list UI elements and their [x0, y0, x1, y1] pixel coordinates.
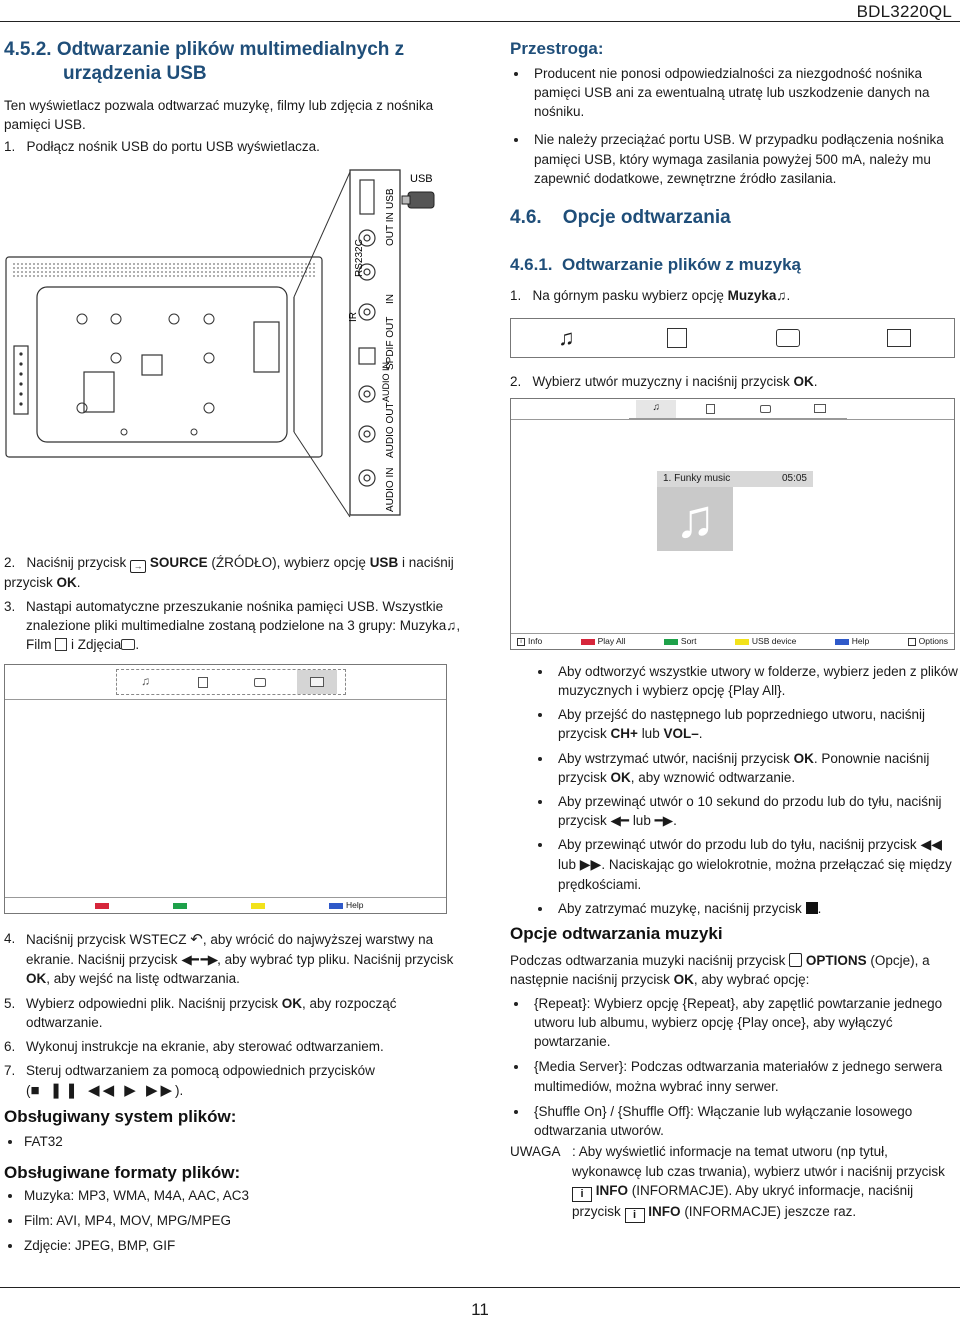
format-label: Muzyka — [24, 1188, 71, 1203]
text: lub — [632, 813, 651, 829]
step-5-text-a: Wybierz odpowiedni plik. Naciśnij przycisk — [26, 995, 278, 1011]
step-end: . — [786, 288, 791, 303]
display-rear-panel-illustration — [4, 162, 504, 532]
list-item — [534, 792, 958, 830]
step-4-text-b: , aby wrócić do najwyższej warstwy na ekranie. Naciśnij przycisk — [26, 932, 434, 968]
step-number: 2. — [510, 374, 522, 389]
tab-folder[interactable] — [297, 670, 337, 694]
play-all-label: Play All — [597, 636, 626, 647]
note — [510, 1142, 958, 1223]
step-4-text-a: Naciśnij przycisk WSTECZ — [26, 932, 187, 947]
step-2-text-b: (ŹRÓDŁO), wybierz opcję — [211, 555, 366, 570]
bottom-rule — [0, 1287, 960, 1288]
usb-option: USB — [369, 555, 399, 570]
step-2-text-c: i naciśnij przycisk — [4, 555, 454, 590]
ok-key: OK — [793, 750, 814, 766]
format-value: : JPEG, BMP, GIF — [67, 1238, 176, 1254]
text: (INFORMACJE) jeszcze raz. — [684, 1204, 857, 1220]
text: { — [534, 996, 539, 1011]
help-key[interactable] — [329, 899, 363, 911]
filesystem-title: Obsługiwany system plików: — [4, 1107, 237, 1126]
list-item — [534, 749, 958, 787]
step-number: 3. — [4, 599, 16, 614]
ok-key: OK — [793, 374, 814, 389]
options-icon — [908, 638, 916, 646]
tab-photo[interactable] — [240, 670, 280, 694]
out-in-top-label: OUT IN — [385, 212, 396, 246]
color-key-legend — [5, 897, 446, 913]
info-key: INFO — [595, 1183, 629, 1199]
step-5 — [4, 994, 466, 1032]
text: . — [673, 813, 677, 829]
info-icon: i — [517, 638, 525, 646]
tab-folder[interactable] — [879, 326, 919, 350]
caution-list — [510, 64, 955, 193]
text: }: Wybierz opcję { — [582, 996, 687, 1011]
section-title-line1: 4.5.2. Odtwarzanie plików multimedialnych z — [4, 39, 405, 60]
right-step-1 — [510, 286, 955, 305]
help-key[interactable] — [835, 635, 869, 647]
paren-open: ( — [26, 1083, 31, 1099]
panel-divider — [5, 699, 446, 700]
top-rule — [0, 21, 960, 22]
camera-icon — [121, 639, 135, 650]
spdif-out-label: SPDIF OUT — [385, 316, 396, 370]
text: Aby odtworzyć wszystkie utwory w folderze, wybierz jeden z plików muzycznych i wybierz opcję { — [558, 664, 958, 699]
music-option: Muzyka — [727, 288, 777, 303]
vol-minus-key: VOL– — [663, 726, 699, 742]
intro-text: Ten wyświetlacz pozwala odtwarzać muzykę, filmy lub zdjęcia z nośnika pamięci USB. — [4, 98, 434, 133]
sort-key[interactable] — [664, 635, 697, 647]
step-number: 6. — [4, 1038, 16, 1054]
text: : Aby wyświetlić informacje na temat utworu (np tytuł, wykonawcę lub czas trwania), wybierz utwór i naciśnij przycisk — [572, 1144, 945, 1179]
text: Aby przewinąć utwór do przodu lub do tyłu, naciśnij przycisk — [558, 837, 917, 853]
tab-film[interactable] — [657, 326, 697, 350]
text: }: Włączanie lub wyłączanie losowego odtwarzania utworów. — [534, 1103, 913, 1138]
filesystem-list — [4, 1132, 464, 1156]
yellow-key[interactable] — [251, 903, 265, 909]
usb-label: USB — [385, 188, 396, 209]
text: . — [817, 901, 822, 917]
text: . Naciskając go wielokrotnie, można przełączać się między prędkościami. — [558, 857, 952, 892]
music-note-icon: ♫ — [141, 674, 150, 689]
list-item: Nie należy przeciążać portu USB. W przypadku podłączenia nośnika pamięci USB, który wymaga zasilania powyżej 500 mA, należy mu zapewnić dodatkowe, zewnętrzne źródło zasilania. — [510, 130, 955, 187]
ok-key: OK — [673, 972, 694, 988]
album-art-thumbnail[interactable] — [657, 487, 733, 551]
step-1-text: Podłącz nośnik USB do portu USB wyświetlacza. — [26, 139, 320, 154]
in-label: IN — [385, 294, 396, 304]
step-number: 1. — [510, 288, 522, 303]
music-note-icon: ♫ — [776, 288, 787, 303]
track-duration: 05:05 — [781, 472, 807, 484]
step-number: 4. — [4, 931, 16, 946]
help-label: Help — [851, 636, 870, 647]
section-title-line2: urządzenia USB — [63, 62, 207, 84]
text: , aby wznowić odtwarzanie. — [630, 769, 796, 785]
options-label: Options — [918, 636, 948, 647]
info-icon: i — [625, 1208, 645, 1223]
left-right-arrow-icon: ◀━ ━▶ — [181, 952, 218, 968]
list-item — [534, 705, 958, 743]
paren-close: ). — [175, 1083, 184, 1099]
audio-in-small-label: AUDIO IN — [381, 361, 391, 402]
list-item: FAT32 — [4, 1132, 464, 1151]
step-4-text-d: , aby wejść na listę odtwarzania. — [46, 971, 240, 987]
panel-divider — [511, 419, 954, 420]
tab-photo[interactable] — [768, 326, 808, 350]
music-note-icon: ♫ — [558, 325, 575, 351]
folder-icon — [814, 404, 826, 413]
color-key-legend — [511, 633, 954, 649]
track-name: 1. Funky music — [663, 472, 731, 484]
step-4 — [4, 929, 466, 989]
ok-key: OK — [610, 769, 631, 785]
fast-forward-icon: ▶▶ — [579, 856, 602, 873]
formats-title: Obsługiwane formaty plików: — [4, 1163, 241, 1182]
music-controls-list — [534, 662, 958, 923]
text: { — [534, 1103, 539, 1119]
step-7 — [4, 1061, 466, 1101]
tab-film[interactable] — [183, 670, 223, 694]
info-label: Info — [528, 636, 543, 647]
film-icon — [667, 328, 687, 348]
step-number: 1. — [4, 139, 16, 154]
right-arrow-icon: ━▶ — [654, 813, 674, 829]
group-film: , Film — [26, 618, 461, 653]
text: }, aby zapętlić powtarzanie jednego utworu lub albumu, wybierz opcję {Play once}, aby wyłączyć powtarzanie. — [534, 996, 943, 1050]
text: (Opcje), a następnie naciśnij przycisk — [510, 953, 930, 988]
text: lub — [558, 857, 577, 873]
list-item — [534, 835, 958, 894]
step-1 — [4, 137, 464, 156]
camera-icon — [760, 405, 771, 413]
film-icon — [198, 677, 208, 688]
section-title — [4, 38, 474, 86]
group-music: Muzyka — [399, 618, 447, 634]
list-item — [510, 994, 958, 1051]
help-label: Help — [346, 900, 364, 911]
left-arrow-icon: ◀━ — [610, 813, 630, 829]
folder-icon — [887, 329, 911, 347]
step-number: 2. — [4, 555, 16, 570]
music-options-title: Opcje odtwarzania muzyki — [510, 924, 723, 943]
music-options-list — [510, 994, 958, 1145]
step-2-end: . — [76, 575, 81, 590]
play-all-option: Play All — [732, 683, 778, 699]
list-item — [534, 899, 958, 918]
list-item: Producent nie ponosi odpowiedzialności za niezgodność nośnika pamięci USB ani za ewentualną utratę lub uszkodzenie danych na nośniku. — [510, 64, 955, 121]
list-item — [4, 1236, 464, 1255]
right-step-1-text: Na górnym pasku wybierz opcję — [532, 288, 724, 303]
text: (INFORMACJE). Aby ukryć informacje, naciśnij przycisk — [572, 1183, 914, 1220]
caution-title: Przestroga: — [510, 39, 604, 58]
text: . Ponownie naciśnij przycisk — [558, 750, 930, 785]
stop-icon — [806, 902, 818, 914]
source-key: SOURCE — [149, 555, 208, 570]
shuffle-off-option: Shuffle Off — [622, 1103, 686, 1119]
list-item — [510, 1057, 958, 1095]
music-note-icon: ♫ — [674, 489, 716, 549]
note-label: UWAGA — [510, 1144, 561, 1159]
music-browser-screen — [510, 398, 955, 650]
list-item — [534, 662, 958, 700]
step-6-text: Wykonuj instrukcje na ekranie, aby sterować odtwarzaniem. — [26, 1038, 384, 1054]
media-type-tabbar[interactable] — [116, 669, 346, 695]
text: }. — [777, 683, 786, 699]
page-number: 11 — [471, 1300, 489, 1317]
music-note-icon: ♫ — [446, 618, 457, 634]
film-icon — [706, 404, 715, 414]
format-label: Film — [24, 1213, 50, 1229]
text: Aby przewinąć utwór o 10 sekund do przodu lub do tyłu, naciśnij przycisk — [558, 793, 942, 829]
ir-label: IR — [348, 312, 359, 322]
playback-controls-icons: ■ ❚❚ ◀◀ ▶ ▶▶ — [30, 1082, 176, 1100]
section-4-6-1-title: 4.6.1. Odtwarzanie plików z muzyką — [510, 255, 801, 274]
green-key[interactable] — [173, 903, 187, 909]
model-number: BDL3220QL — [856, 2, 952, 21]
media-server-option: Media Server — [538, 1059, 619, 1075]
step-2-text-a: Naciśnij przycisk — [26, 555, 127, 570]
shuffle-on-option: Shuffle On — [538, 1103, 603, 1119]
text: }: Podczas odtwarzania materiałów z jednego serwera multimediów, można wybrać inny serwer. — [534, 1059, 943, 1094]
text: lub — [641, 726, 660, 742]
list-item — [4, 1186, 464, 1205]
media-type-bar[interactable] — [510, 318, 955, 358]
info-key[interactable] — [517, 635, 542, 647]
steps-4-7 — [4, 929, 466, 1107]
ok-key: OK — [26, 971, 47, 987]
step-3-end: . — [135, 637, 140, 653]
text: , aby wybrać opcję: — [693, 972, 810, 988]
step-number: 5. — [4, 995, 16, 1011]
step-3 — [4, 597, 466, 654]
tab-music[interactable] — [636, 400, 676, 418]
repeat-option: Repeat — [538, 996, 583, 1011]
step-3-text: Nastąpi automatyczne przeszukanie nośnika pamięci USB. Wszystkie znalezione pliki multimedialne zostaną podzielone na 3 grupy: — [26, 599, 444, 634]
sort-label: Sort — [680, 636, 697, 647]
options-key[interactable] — [908, 635, 948, 647]
tab-music[interactable] — [546, 326, 586, 350]
folder-icon — [310, 677, 324, 687]
step-number: 7. — [4, 1063, 16, 1079]
track-row[interactable] — [657, 471, 813, 487]
rewind-icon: ◀◀ — [920, 836, 942, 853]
step-end: . — [813, 374, 818, 389]
step-7-text: Steruj odtwarzaniem za pomocą odpowiednich przycisków — [26, 1063, 375, 1079]
info-icon: i — [572, 1187, 592, 1202]
step-6 — [4, 1037, 466, 1056]
media-browser-screen — [4, 664, 447, 914]
music-note-icon: ♫ — [652, 402, 660, 414]
tab-film[interactable] — [691, 400, 731, 418]
text: { — [534, 1059, 539, 1075]
options-icon — [789, 953, 802, 967]
red-key[interactable] — [95, 903, 109, 909]
vent-pattern — [12, 261, 316, 279]
back-arrow-icon: ↶ — [190, 931, 203, 948]
music-options-intro — [510, 951, 958, 989]
right-step-2 — [510, 372, 955, 391]
ch-plus-key: CH+ — [610, 726, 638, 742]
step-4-text-c: , aby wybrać typ pliku. Naciśnij przycisk — [217, 952, 454, 968]
usb-device-label: USB device — [751, 636, 797, 647]
camera-icon — [776, 329, 800, 347]
repeat-option: Repeat — [687, 996, 731, 1011]
list-item — [4, 1211, 464, 1230]
media-type-tabbar[interactable] — [629, 399, 847, 419]
step-2 — [4, 553, 464, 592]
text: Aby zatrzymać muzykę, naciśnij przycisk — [558, 901, 802, 917]
options-key: OPTIONS — [805, 953, 867, 968]
formats-list — [4, 1186, 464, 1260]
film-icon — [55, 638, 67, 651]
step-5-text-b: , aby rozpocząć odtwarzanie. — [26, 995, 397, 1030]
text: . — [698, 726, 703, 742]
usb-stick-label: USB — [410, 173, 433, 185]
ok-key: OK — [56, 575, 77, 590]
rs232c-label: RS232C — [354, 239, 365, 277]
right-step-2-text: Wybierz utwór muzyczny i naciśnij przycisk — [532, 374, 790, 389]
format-value: : MP3, WMA, M4A, AAC, AC3 — [70, 1188, 250, 1203]
text: Aby wstrzymać utwór, naciśnij przycisk — [558, 750, 790, 766]
tab-photo[interactable] — [745, 400, 785, 418]
ok-key: OK — [281, 995, 302, 1011]
source-icon: → — [130, 560, 146, 573]
camera-icon — [254, 678, 266, 687]
tab-music[interactable] — [126, 670, 166, 694]
usb-stick-icon — [402, 192, 434, 208]
audio-out-label: AUDIO OUT — [385, 402, 396, 458]
tab-folder[interactable] — [800, 400, 840, 418]
display-back — [6, 257, 322, 457]
info-key: INFO — [648, 1204, 681, 1220]
format-value: : AVI, MP4, MOV, MPG/MPEG — [49, 1213, 232, 1229]
text: Aby przejść do następnego lub poprzedniego utworu, naciśnij przycisk — [558, 707, 925, 742]
group-photo: i Zdjęcia — [71, 637, 122, 653]
format-label: Zdjęcie — [24, 1238, 68, 1254]
play-all-key[interactable] — [581, 635, 626, 647]
text: Podczas odtwarzania muzyki naciśnij przycisk — [510, 953, 786, 968]
usb-device-key[interactable] — [735, 635, 796, 647]
list-item — [510, 1102, 958, 1140]
audio-in-label: AUDIO IN — [385, 467, 396, 512]
text: } / { — [602, 1103, 623, 1119]
section-4-6-title: 4.6. Opcje odtwarzania — [510, 207, 731, 228]
